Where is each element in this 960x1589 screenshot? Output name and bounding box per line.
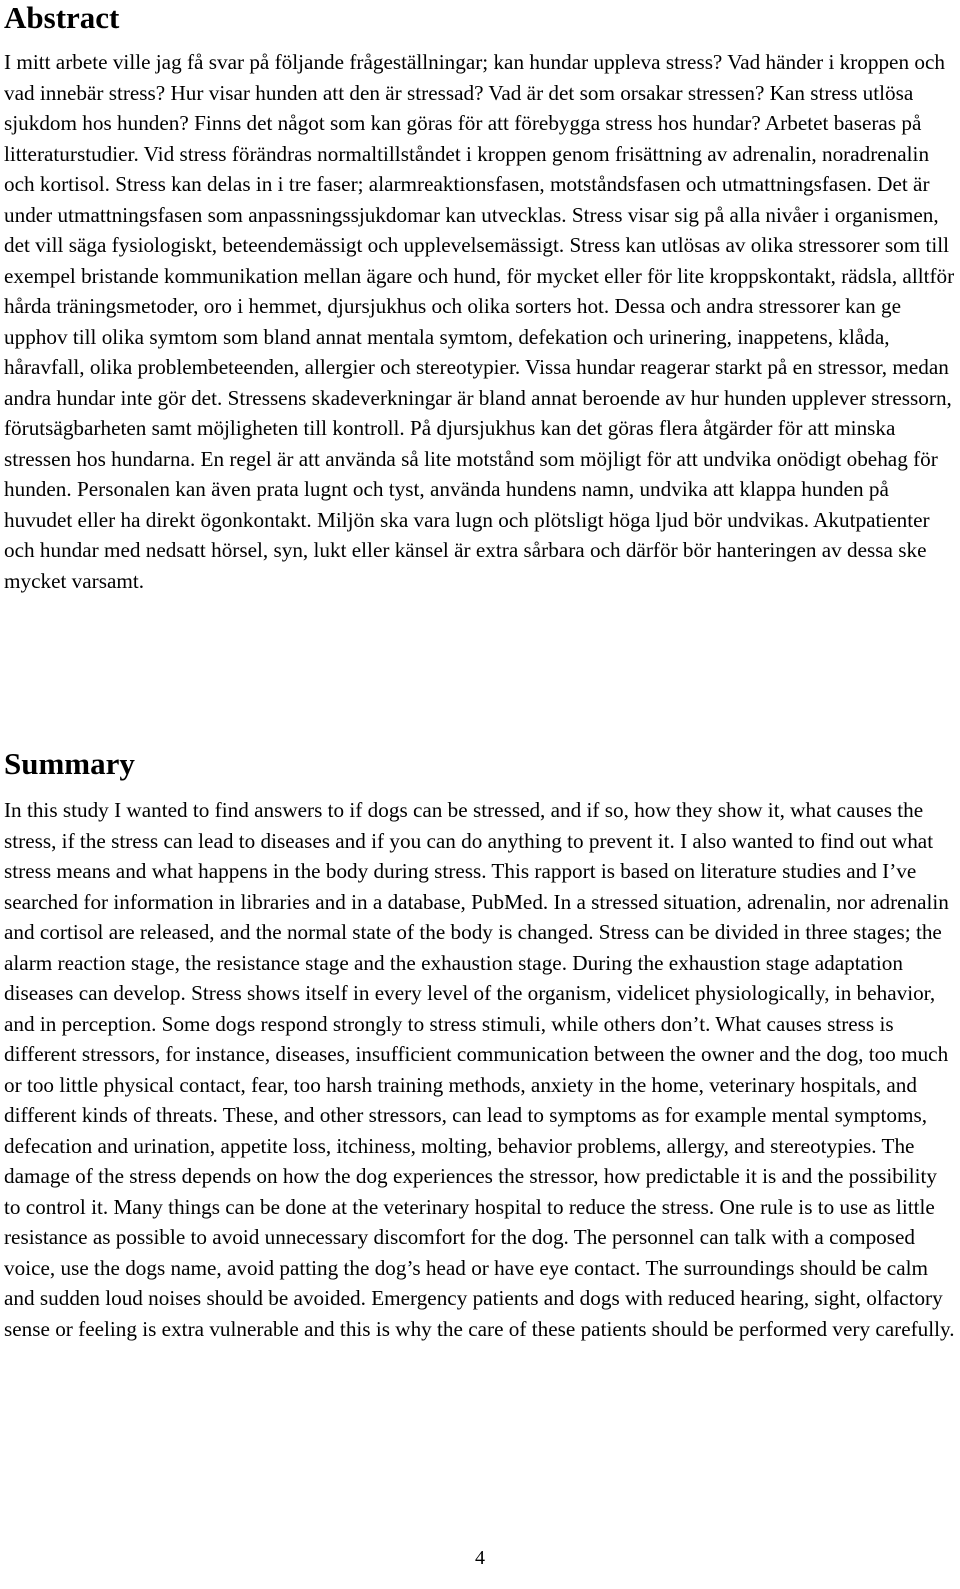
summary-heading: Summary	[4, 746, 135, 781]
page-number: 4	[475, 1547, 485, 1569]
abstract-heading: Abstract	[4, 0, 120, 35]
abstract-paragraph: I mitt arbete ville jag få svar på följande frågeställningar; kan hundar uppleva stress? Vad händer i kroppen och vad innebär stress? Hur visar hunden att den är stressad? Vad är det som orsakar stressen? Kan stress utlösa sjukdom hos hunden? Finns det något som kan göras för att förebygga stress hos hundar? Arbetet baseras på litteraturstudier. Vid stress förändras normaltillståndet i kroppen genom frisättning av adrenalin, noradrenalin och kortisol. Stress kan delas in i tre faser; alarmreaktionsfasen, motståndsfasen och utmattningsfasen. Det är under utmattningsfasen som anpassningssjukdomar kan utvecklas. Stress visar sig på alla nivåer i organismen, det vill säga fysiologiskt, beteendemässigt och upplevelsemässigt. Stress kan utlösas av olika stressorer som till exempel bristande kommunikation mellan ägare och hund, för mycket eller för lite kroppskontakt, rädsla, alltför hårda träningsmetoder, oro i hemmet, djursjukhus och olika sorters hot. Dessa och andra stressorer kan ge upphov till olika symtom som bland annat mentala symtom, defekation och urinering, inappetens, klåda, håravfall, olika problembeteenden, allergier och stereotypier. Vissa hundar reagerar starkt på en stressor, medan andra hundar inte gör det. Stressens skadeverkningar är bland annat beroende av hur hunden upplever stressorn, förutsägbarheten samt möjligheten till kontroll. På djursjukhus kan det göras flera åtgärder för att minska stressen hos hundarna. En regel är att använda så lite motstånd som möjligt för att undvika onödigt obehag för hunden. Personalen kan även prata lugnt och tyst, använda hundens namn, undvika att klappa hunden på huvudet eller ha direkt ögonkontakt. Miljön ska vara lugn och plötsligt höga ljud bör undvikas. Akutpatienter och hundar med nedsatt hörsel, syn, lukt eller känsel är extra sårbara och därför bör hanteringen av dessa ske mycket varsamt.	[4, 50, 955, 593]
summary-paragraph: In this study I wanted to find answers to if dogs can be stressed, and if so, how they show it, what causes the stress, if the stress can lead to diseases and if you can do anything to prevent it. I also wanted to find out what stress means and what happens in the body during stress. This rapport is based on literature studies and I’ve searched for information in libraries and in a database, PubMed. In a stressed situation, adrenalin, nor adrenalin and cortisol are released, and the normal state of the body is changed. Stress can be divided in three stages; the alarm reaction stage, the resistance stage and the exhaustion stage. During the exhaustion stage adaptation diseases can develop. Stress shows itself in every level of the organism, videlicet physiologically, in behavior, and in perception. Some dogs respond strongly to stress stimuli, while others don’t. What causes stress is different stressors, for instance, diseases, insufficient communication between the owner and the dog, too much or too little physical contact, fear, too harsh training methods, anxiety in the home, veterinary hospitals, and different kinds of threats. These, and other stressors, can lead to symptoms as for example mental symptoms, defecation and urination, appetite loss, itchiness, molting, behavior problems, allergy, and stereotypies. The damage of the stress depends on how the dog experiences the stressor, how predictable it is and the possibility to control it. Many things can be done at the veterinary hospital to reduce the stress. One rule is to use as little resistance as possible to avoid unnecessary discomfort for the dog. The personnel can talk with a composed voice, use the dogs name, avoid patting the dog’s head or have eye contact. The surroundings should be calm and sudden loud noises should be avoided. Emergency patients and dogs with reduced hearing, sight, olfactory sense or feeling is extra vulnerable and this is why the care of these patients should be performed very carefully.	[4, 798, 955, 1341]
